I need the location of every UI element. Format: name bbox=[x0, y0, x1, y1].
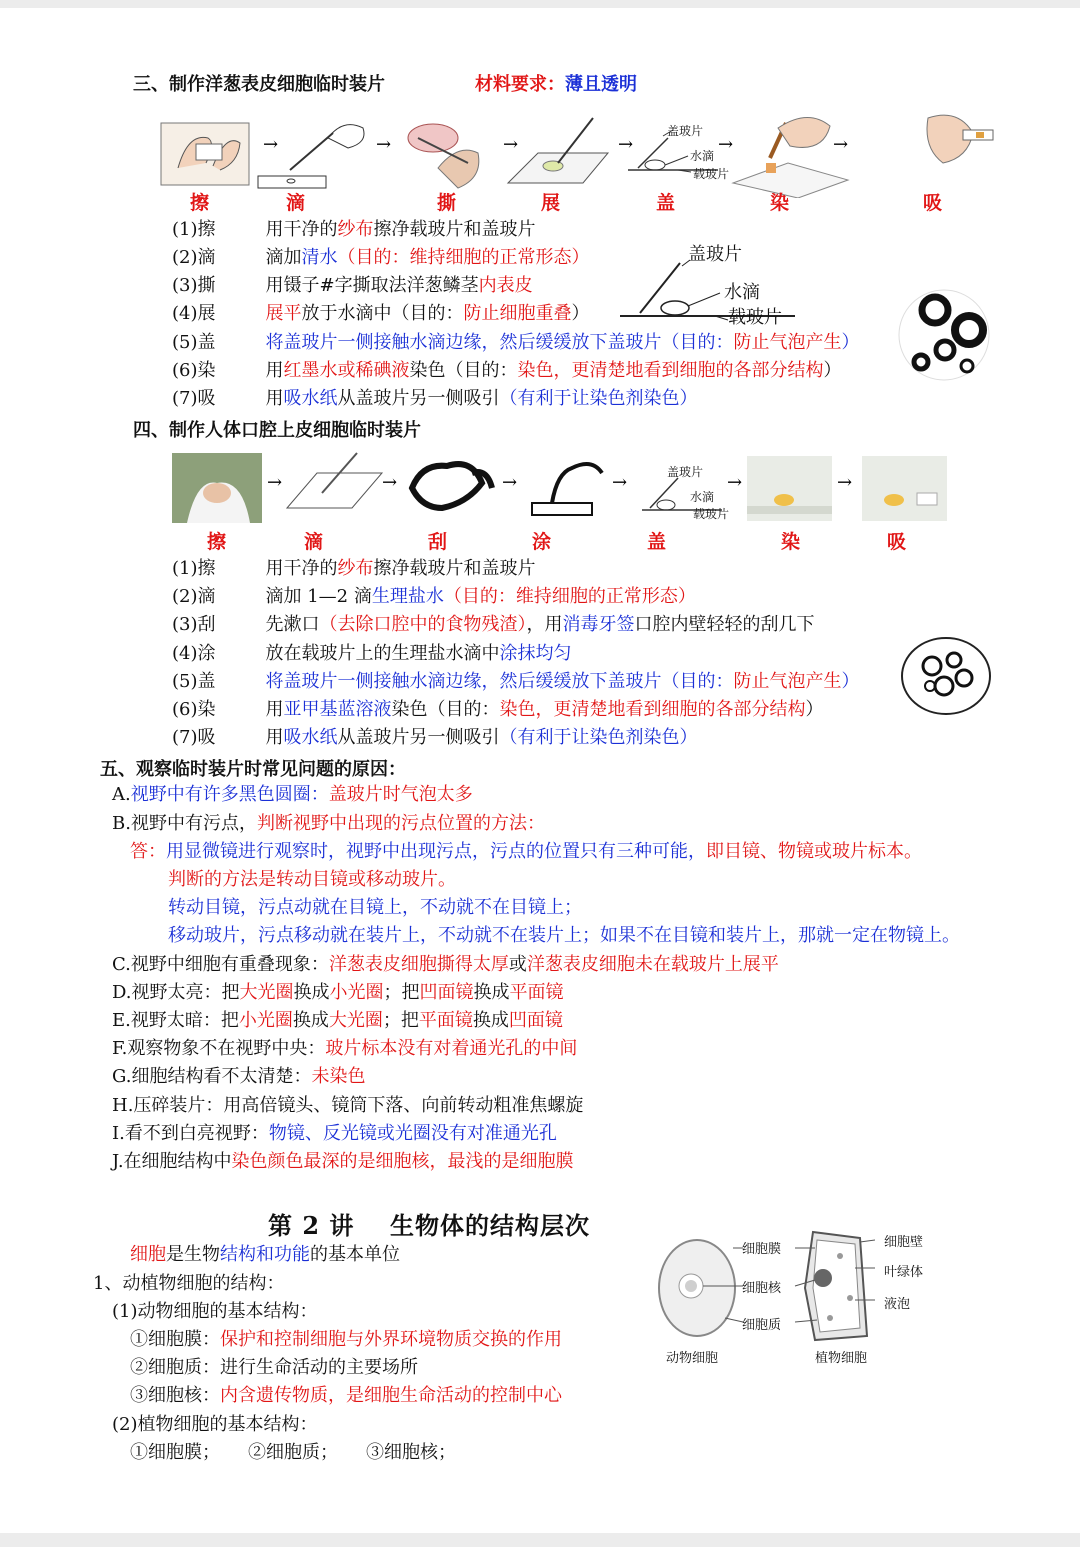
oral-label-di: 滴 bbox=[304, 531, 324, 553]
onion-steps-illustration bbox=[158, 108, 998, 198]
svg-text:→: → bbox=[502, 472, 518, 493]
lecture2-number: 第 2 讲 bbox=[268, 1211, 355, 1240]
svg-text:→: → bbox=[376, 134, 392, 155]
label-plant-cell: 植物细胞 bbox=[815, 1351, 868, 1366]
oral-label-xi: 吸 bbox=[887, 531, 907, 553]
big-label-coverslip: 盖玻片 bbox=[688, 244, 742, 265]
answer-line-1: 答：用显微镜进行观察时，视野中出现污点，污点的位置只有三种可能，即目镜、物镜或玻片标本。 bbox=[130, 841, 922, 862]
smear-sketch bbox=[532, 464, 602, 515]
step-label-xi: 吸 bbox=[923, 192, 943, 214]
scrape-sketch bbox=[412, 464, 492, 508]
s3-step-7: (7)吸 用吸水纸从盖玻片另一侧吸引（有利于让染色剂染色） bbox=[172, 388, 698, 409]
svg-text:→: → bbox=[612, 472, 628, 493]
problem-b: B.视野中有污点，判断视野中出现的污点位置的方法： bbox=[112, 813, 545, 834]
answer-line-4: 移动玻片，污点移动就在装片上，不动就不在装片上；如果不在目镜和装片上，那就一定在物镜上。 bbox=[168, 925, 960, 946]
strip3-label-water: 水滴 bbox=[690, 149, 715, 163]
oral-label-gua: 刮 bbox=[428, 531, 448, 553]
wipe-hands-pic bbox=[161, 123, 249, 185]
label-cell-wall: 细胞壁 bbox=[884, 1235, 924, 1250]
peel-pic bbox=[408, 124, 479, 188]
answer-line-2: 判断的方法是转动目镜或移动玻片。 bbox=[168, 869, 456, 890]
svg-text:→: → bbox=[263, 134, 279, 155]
page bbox=[0, 8, 1080, 1533]
animal-nucleus: ③细胞核：内含遗传物质，是细胞生命活动的控制中心 bbox=[130, 1385, 562, 1406]
strip3-label-coverslip: 盖玻片 bbox=[667, 124, 704, 138]
s3-step-5: (5)盖 将盖玻片一侧接触水滴边缘，然后缓缓放下盖玻片（目的：防止气泡产生） bbox=[172, 332, 860, 353]
svg-text:→: → bbox=[837, 472, 853, 493]
label-vacuole: 液泡 bbox=[884, 1297, 911, 1312]
label-nucleus: 细胞核 bbox=[742, 1281, 782, 1296]
problem-i: I.看不到白亮视野：物镜、反光镜或光圈没有对准通光孔 bbox=[112, 1123, 557, 1144]
oral-steps-illustration bbox=[172, 448, 952, 528]
step-label-gai: 盖 bbox=[656, 192, 676, 214]
cheek-cell-view bbox=[900, 636, 992, 716]
strip4-label-water: 水滴 bbox=[690, 490, 715, 504]
answer-line-3: 转动目镜，污点动就在目镜上，不动就不在目镜上； bbox=[168, 897, 582, 918]
label-cytoplasm: 细胞质 bbox=[742, 1318, 782, 1333]
s3-step-4: (4)展 展平放于水滴中（目的：防止细胞重叠） bbox=[172, 303, 590, 324]
animal-cell-heading: (1)动物细胞的基本结构： bbox=[112, 1301, 318, 1322]
step-label-di: 滴 bbox=[286, 192, 306, 214]
problem-e: E.视野太暗：把小光圈换成大光圈；把平面镜换成凹面镜 bbox=[112, 1010, 563, 1031]
svg-text:→: → bbox=[727, 472, 743, 493]
section3-title: 三、制作洋葱表皮细胞临时装片 bbox=[133, 74, 385, 95]
problem-a: A.视野中有许多黑色圆圈：盖玻片时气泡太多 bbox=[112, 784, 473, 805]
big-label-water: 水滴 bbox=[724, 282, 760, 303]
s4-step-3: (3)刮 先漱口（去除口腔中的食物残渣），用消毒牙签口腔内壁轻轻的刮几下 bbox=[172, 614, 815, 635]
section5-title: 五、观察临时装片时常见问题的原因： bbox=[100, 759, 406, 780]
step-label-ca: 擦 bbox=[190, 192, 210, 214]
svg-text:→: → bbox=[618, 134, 634, 155]
section4-title: 四、制作人体口腔上皮细胞临时装片 bbox=[133, 420, 421, 441]
oral-label-ran: 染 bbox=[781, 531, 801, 553]
absorb-photo bbox=[862, 456, 947, 521]
strip4-label-coverslip: 盖玻片 bbox=[667, 465, 704, 479]
cell-structure-heading: 1、动植物细胞的结构： bbox=[93, 1273, 285, 1294]
plant-cell-heading: (2)植物细胞的基本结构： bbox=[112, 1414, 318, 1435]
label-chloroplast: 叶绿体 bbox=[884, 1265, 924, 1280]
wipe-photo bbox=[172, 453, 262, 523]
s3-step-3: (3)撕 用镊子#字撕取法洋葱鳞茎内表皮 bbox=[172, 275, 533, 296]
svg-text:→: → bbox=[382, 472, 398, 493]
problem-g: G.细胞结构看不太清楚：未染色 bbox=[112, 1066, 366, 1087]
oral-label-gai: 盖 bbox=[647, 531, 667, 553]
svg-text:→: → bbox=[833, 134, 849, 155]
plant-parts: ①细胞膜； ②细胞质； ③细胞核； bbox=[130, 1442, 456, 1463]
step-label-zhan: 展 bbox=[541, 192, 561, 214]
label-cell-membrane: 细胞膜 bbox=[742, 1242, 782, 1257]
s3-step-1: (1)擦 用干净的纱布擦净载玻片和盖玻片 bbox=[172, 219, 536, 240]
s3-step-6: (6)染 用红墨水或稀碘液染色（目的：染色，更清楚地看到细胞的各部分结构） bbox=[172, 360, 842, 381]
s3-step-2: (2)滴 滴加清水（目的：维持细胞的正常形态） bbox=[172, 247, 590, 268]
cell-intro: 细胞是生物结构和功能的基本单位 bbox=[130, 1244, 400, 1265]
step-label-ran: 染 bbox=[770, 192, 790, 214]
svg-text:→: → bbox=[503, 134, 519, 155]
plant-cell-drawing bbox=[795, 1232, 875, 1340]
animal-cell-drawing bbox=[659, 1240, 743, 1336]
saline-drop-sketch bbox=[287, 453, 382, 508]
oral-label-ca: 擦 bbox=[207, 531, 227, 553]
oral-label-tu: 涂 bbox=[532, 531, 552, 553]
svg-text:→: → bbox=[718, 134, 734, 155]
big-label-slide: 载玻片 bbox=[728, 307, 782, 328]
lecture2-title: 生物体的结构层次 bbox=[390, 1211, 590, 1240]
s4-step-5: (5)盖 将盖玻片一侧接触水滴边缘，然后缓缓放下盖玻片（目的：防止气泡产生） bbox=[172, 671, 860, 692]
s4-step-6: (6)染 用亚甲基蓝溶液染色（目的：染色，更清楚地看到细胞的各部分结构） bbox=[172, 699, 824, 720]
problem-h: H.压碎装片：用高倍镜头、镜筒下落、向前转动粗准焦螺旋 bbox=[112, 1095, 584, 1116]
step-label-si: 撕 bbox=[437, 192, 457, 214]
problem-j: J.在细胞结构中染色颜色最深的是细胞核，最浅的是细胞膜 bbox=[112, 1151, 574, 1172]
spread-pic bbox=[508, 118, 608, 183]
label-animal-cell: 动物细胞 bbox=[666, 1351, 719, 1366]
stain-pic bbox=[733, 117, 848, 198]
animal-membrane: ①细胞膜：保护和控制细胞与外界环境物质交换的作用 bbox=[130, 1329, 562, 1350]
material-requirement: 材料要求：薄且透明 bbox=[475, 74, 637, 95]
svg-text:→: → bbox=[267, 472, 283, 493]
absorb-pic bbox=[927, 115, 993, 163]
s4-step-2: (2)滴 滴加 1—2 滴生理盐水（目的：维持细胞的正常形态） bbox=[172, 586, 696, 607]
air-bubble-view bbox=[897, 288, 992, 383]
strip3-label-slide: 载玻片 bbox=[693, 167, 730, 181]
problem-f: F.观察物象不在视野中央：玻片标本没有对着通光孔的中间 bbox=[112, 1038, 578, 1059]
s4-step-4: (4)涂 放在载玻片上的生理盐水滴中涂抹均匀 bbox=[172, 643, 572, 664]
strip4-label-slide: 载玻片 bbox=[693, 507, 730, 521]
problem-c: C.视野中细胞有重叠现象：洋葱表皮细胞撕得太厚或洋葱表皮细胞未在载玻片上展平 bbox=[112, 954, 779, 975]
problem-d: D.视野太亮：把大光圈换成小光圈；把凹面镜换成平面镜 bbox=[112, 982, 564, 1003]
s4-step-1: (1)擦 用干净的纱布擦净载玻片和盖玻片 bbox=[172, 558, 536, 579]
animal-cytoplasm: ②细胞质：进行生命活动的主要场所 bbox=[130, 1357, 418, 1378]
stain-photo bbox=[747, 456, 832, 521]
s4-step-7: (7)吸 用吸水纸从盖玻片另一侧吸引（有利于让染色剂染色） bbox=[172, 727, 698, 748]
